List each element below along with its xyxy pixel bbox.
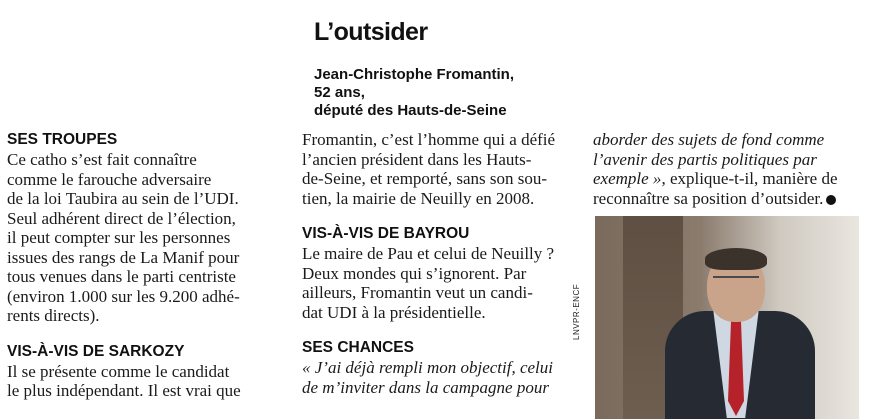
- photo-hair: [705, 248, 767, 270]
- end-of-article-bullet-icon: [826, 195, 836, 205]
- byline-age: 52 ans,: [314, 84, 365, 101]
- byline: [314, 66, 584, 120]
- text-line: [593, 169, 861, 189]
- section-body-sarkozy: [7, 362, 275, 401]
- text-line: [593, 189, 861, 209]
- quote-line: l’avenir des partis politiques par: [593, 149, 817, 169]
- text-fragment: reconnaître sa position d’outsider.: [593, 188, 824, 208]
- text-line: ailleurs, Fromantin veut un candi-: [302, 283, 533, 302]
- quote-line: aborder des sujets de fond comme: [593, 130, 825, 149]
- section-body-continued: [302, 130, 568, 208]
- column-1: [7, 130, 275, 401]
- text-line: (environ 1.000 sur les 9.200 adhé-: [7, 286, 240, 306]
- section-body-bayrou: [302, 244, 568, 322]
- text-line: rents directs).: [7, 306, 100, 325]
- portrait-photo: [595, 216, 859, 419]
- text-line: il peut compter sur les personnes: [7, 228, 231, 247]
- quote-end: exemple »: [593, 169, 662, 188]
- section-body-troupes: [7, 150, 275, 326]
- section-heading-bayrou: VIS-À-VIS DE BAYROU: [302, 225, 470, 242]
- section-heading-sarkozy: VIS-À-VIS DE SARKOZY: [7, 342, 185, 360]
- column-2: [302, 130, 568, 397]
- text-line: Le maire de Pau et celui de Neuilly ?: [302, 244, 555, 263]
- quote-line: « J’ai déjà rempli mon objectif, celui: [302, 358, 553, 377]
- text-fragment: , explique-t-il, manière de: [661, 169, 838, 188]
- photo-glasses: [713, 276, 759, 288]
- section-heading-chances: SES CHANCES: [302, 339, 414, 356]
- text-line: Deux mondes qui s’ignorent. Par: [302, 263, 527, 283]
- text-line: issues des rangs de La Manif pour: [7, 247, 240, 267]
- text-line: comme le farouche adversaire: [7, 169, 212, 189]
- section-heading-troupes: SES TROUPES: [7, 131, 118, 148]
- text-line: Fromantin, c’est l’homme qui a défié: [302, 130, 556, 149]
- text-line: dat UDI à la présidentielle.: [302, 302, 486, 322]
- text-line: tous venues dans le parti centriste: [7, 267, 236, 286]
- text-line: Il se présente comme le candidat: [7, 361, 230, 381]
- text-line: l’ancien président dans les Hauts-: [302, 149, 532, 169]
- section-body-chances: [302, 358, 568, 397]
- column-3: [593, 130, 861, 208]
- text-line: de-Seine, et remporté, sans son sou-: [302, 169, 548, 188]
- quote-line: de m’inviter dans la campagne pour: [302, 377, 549, 397]
- article-title: L’outsider: [314, 18, 428, 46]
- byline-role: député des Hauts-de-Seine: [314, 102, 507, 119]
- photo-credit: LNVPR-ENCF: [572, 283, 581, 340]
- byline-name: Jean-Christophe Fromantin,: [314, 66, 515, 83]
- text-line: tien, la mairie de Neuilly en 2008.: [302, 188, 535, 208]
- text-line: Ce catho s’est fait connaître: [7, 150, 197, 169]
- text-line: de la loi Taubira au sein de l’UDI.: [7, 189, 239, 208]
- text-line: Seul adhérent direct de l’élection,: [7, 208, 236, 228]
- text-line: le plus indépendant. Il est vrai que: [7, 381, 241, 400]
